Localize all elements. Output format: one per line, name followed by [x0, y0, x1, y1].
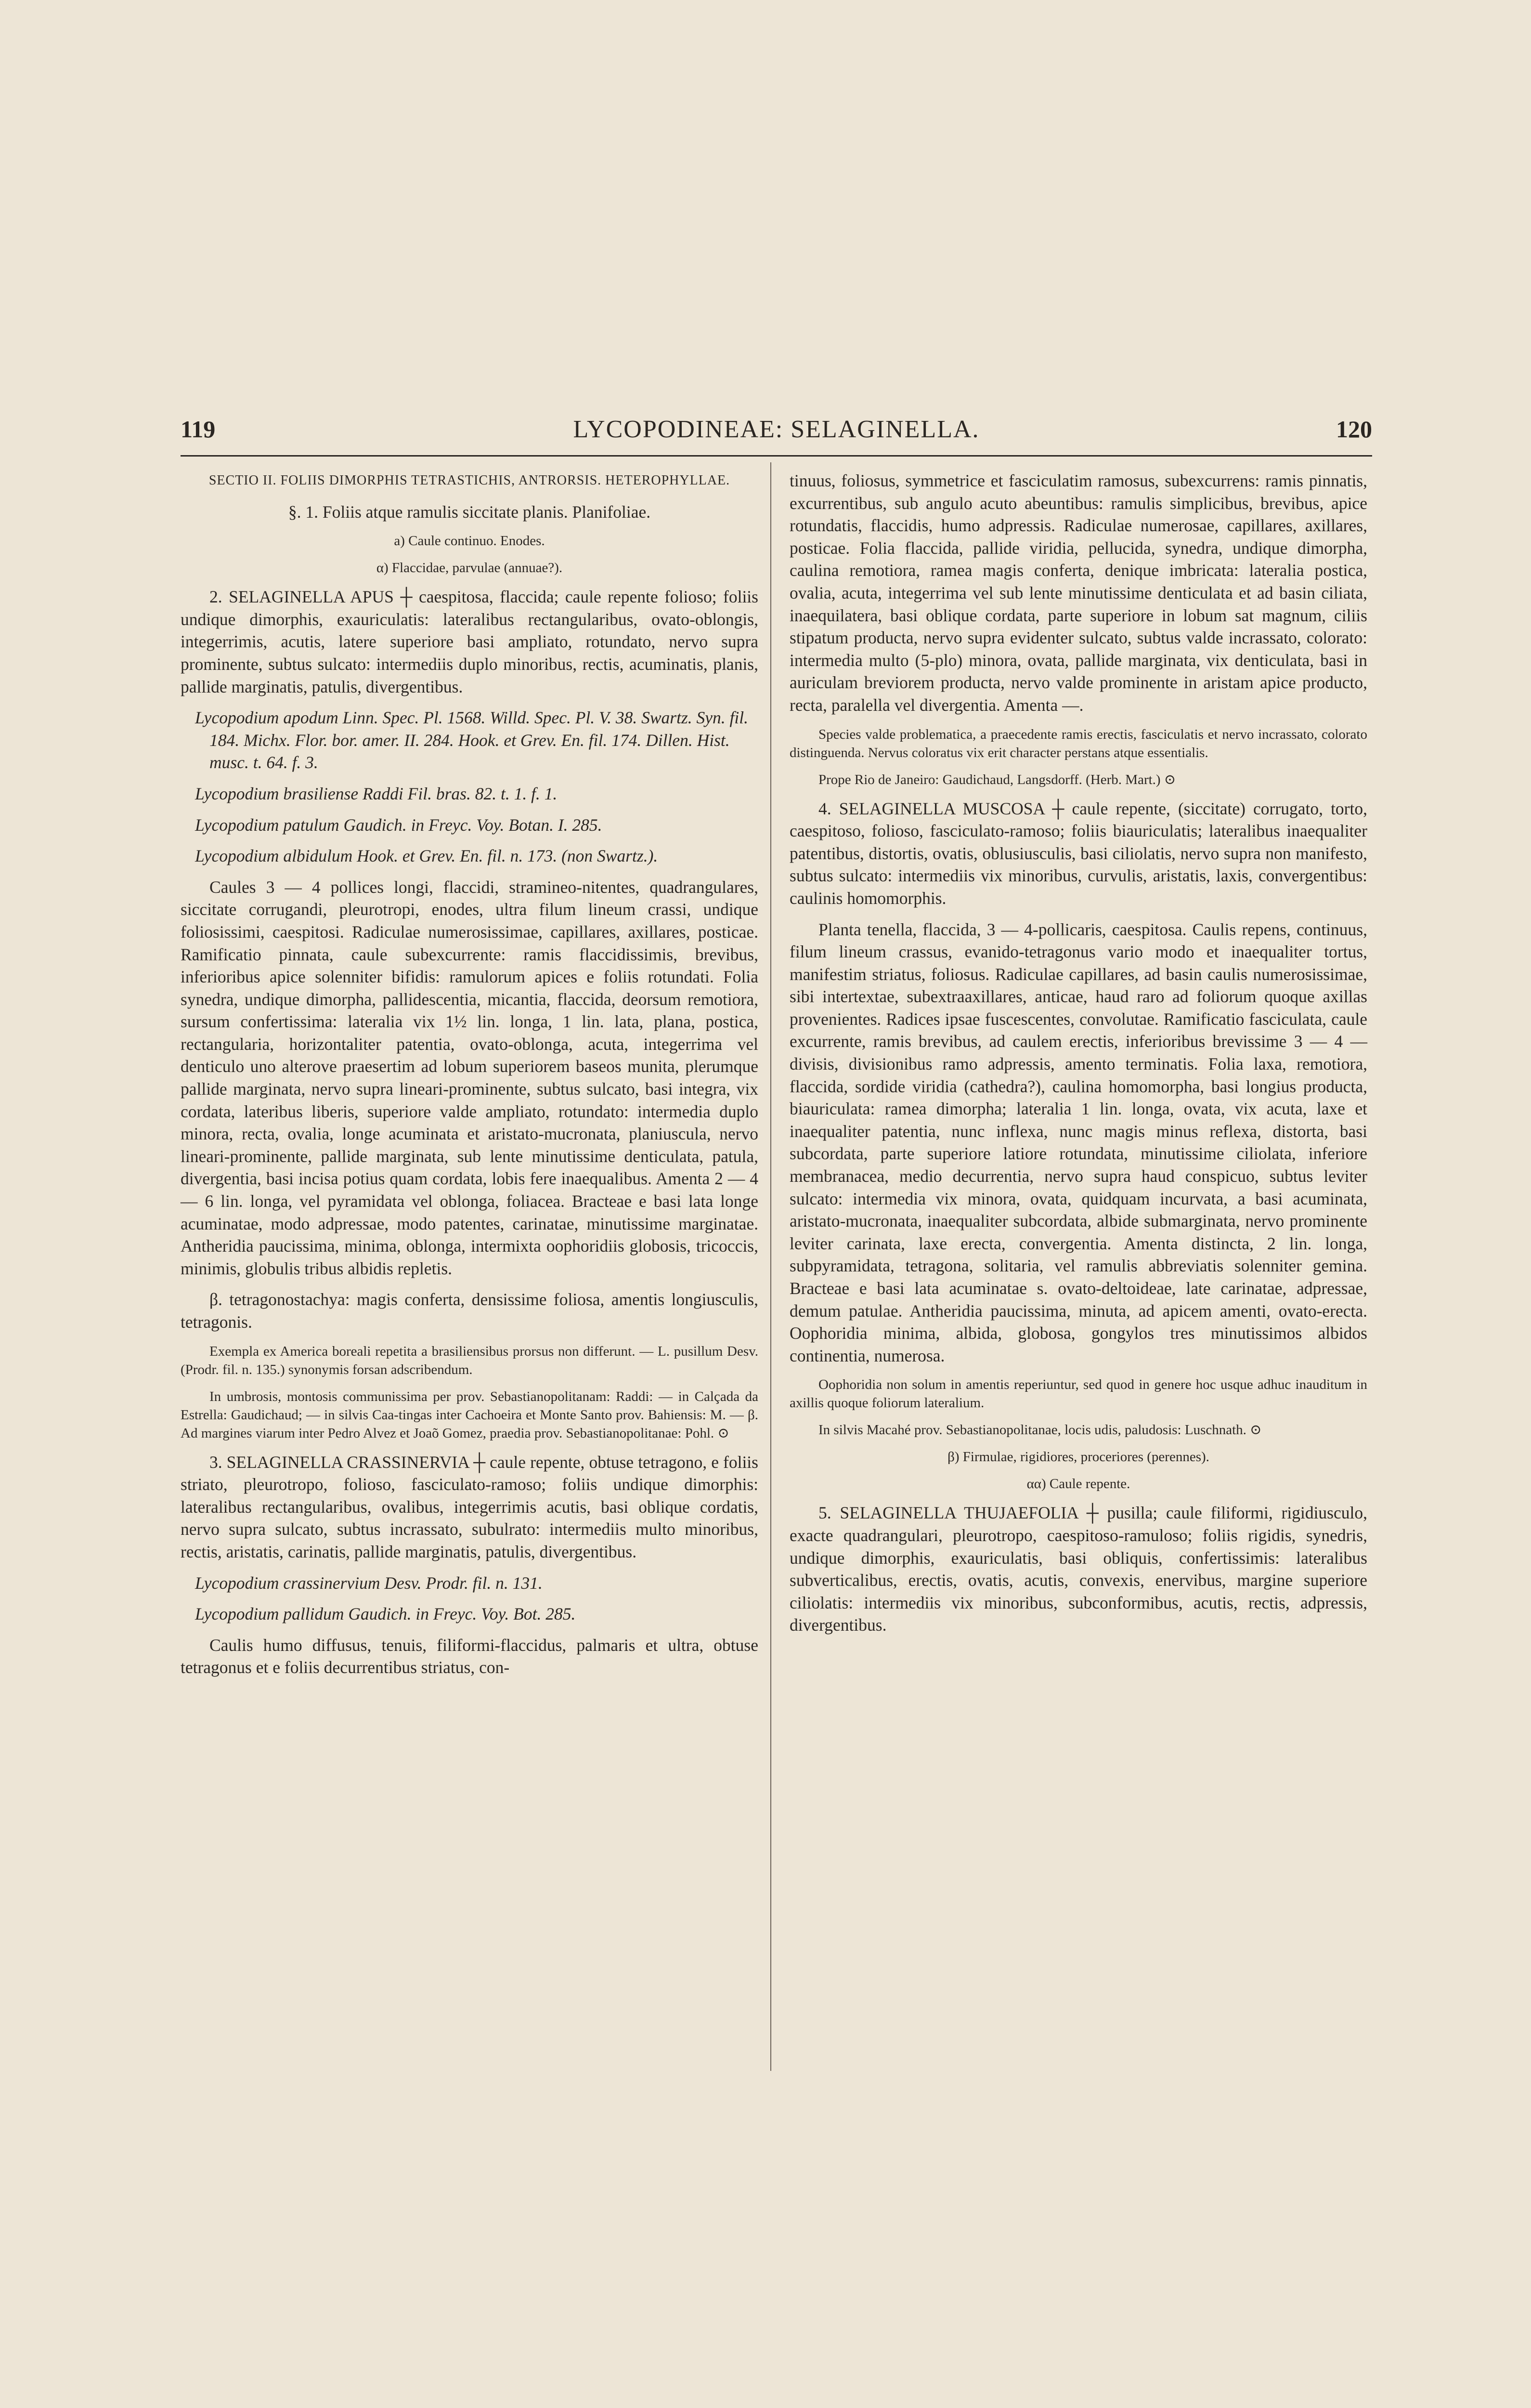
- paragraph: Prope Rio de Janeiro: Gaudichaud, Langsdorff. (Herb. Mart.) ⊙: [818, 772, 1176, 787]
- paragraph: 4. SELAGINELLA MUSCOSA ┼ caule repente, (siccitate) corrugato, torto, caespitoso, folioso, fasciculato-ramoso; foliis biauriculatis; lateralibus inaequaliter patentibus, distortis, ovatis, oblusiusculis, basi ciliolatis, nervo supra non manifesto, subtus sulcato: intermediis vix minoribus, curvulis, aristatis, laxis, convergentibus: caulinis homomorphis.: [790, 798, 1367, 908]
- paragraph: Species valde problematica, a praecedente ramis erectis, fasciculatis et nervo incrassato, colorato distinguenda. Nervus coloratus vix erit character perstans atque essentialis.: [790, 726, 1367, 760]
- paragraph-spacer: [790, 1439, 1367, 1448]
- paragraph: β) Firmulae, rigidiores, proceriores (perennes).: [947, 1449, 1209, 1465]
- right-column: [790, 470, 1367, 1645]
- paragraph-spacer: [790, 1412, 1367, 1421]
- paragraph: SECTIO II. FOLIIS DIMORPHIS TETRASTICHIS, ANTRORSIS. HETEROPHYLLAE.: [208, 473, 730, 488]
- paragraph-spacer: [181, 698, 758, 707]
- paragraph: Lycopodium crassinervium Desv. Prodr. fil. n. 131.: [195, 1573, 543, 1593]
- paragraph-spacer: [181, 836, 758, 845]
- paragraph-spacer: [181, 1379, 758, 1387]
- paragraph: Lycopodium patulum Gaudich. in Freyc. Voy. Botan. I. 285.: [195, 815, 602, 835]
- paragraph: Oophoridia non solum in amentis reperiuntur, sed quod in genere hoc usque adhuc inauditum in axillis quoque foliorum lateralium.: [790, 1377, 1367, 1411]
- paragraph: In umbrosis, montosis communissima per prov. Sebastianopolitanam: Raddi: — in Calçada da Estrella: Gaudichaud; — in silvis Caa-tingas inter Cachoeira et Monte Santo prov. Bahiensis: M. — β. Ad margines viarum inter Pedro Alvez et Joaõ Gomez, praedia prov. Sebastianopolitanae: Pohl. ⊙: [181, 1388, 758, 1441]
- paragraph-spacer: [181, 523, 758, 532]
- paragraph-spacer: [790, 762, 1367, 771]
- paragraph-spacer: [181, 577, 758, 586]
- paragraph: 5. SELAGINELLA THUJAEFOLIA ┼ pusilla; caule filiformi, rigidiusculo, exacte quadrangulari, pleurotropo, caespitoso-ramuloso; foliis rigidis, synedris, undique dimorphis, exauriculatis, basi obliquis, confertissimis: lateralibus subverticalibus, erectis, ovatis, acutis, convexis, enervibus, margine superiore ciliolatis: intermediis vix minoribus, subconformibus, acutis, rectis, adpressis, divergentibus.: [790, 1503, 1367, 1635]
- paragraph-spacer: [181, 492, 758, 501]
- paragraph: Lycopodium albidulum Hook. et Grev. En. fil. n. 173. (non Swartz.).: [195, 846, 658, 866]
- paragraph-spacer: [790, 717, 1367, 725]
- paragraph-spacer: [181, 1594, 758, 1603]
- paragraph: 2. SELAGINELLA APUS ┼ caespitosa, flaccida; caule repente folioso; foliis undique dimorphis, exauriculatis: lateralibus rectangularibus, ovato-oblongis, integerrimis, acutis, latere superiore basi ampliato, rotundato, nervo supra prominente, subtus sulcato: intermediis duplo minoribus, rectis, acuminatis, planis, pallide marginatis, patulis, divergentibus.: [181, 587, 758, 696]
- paragraph-spacer: [790, 1367, 1367, 1375]
- paragraph: Lycopodium brasiliense Raddi Fil. bras. 82. t. 1. f. 1.: [195, 784, 558, 803]
- paragraph: Caulis humo diffusus, tenuis, filiformi-flaccidus, palmaris et ultra, obtuse tetragonus et e foliis decurrentibus striatus, con-: [181, 1635, 758, 1677]
- column-divider: [770, 462, 771, 2071]
- paragraph: α) Flaccidae, parvulae (annuae?).: [376, 560, 563, 576]
- paragraph: Caules 3 — 4 pollices longi, flaccidi, stramineo-nitentes, quadrangulares, siccitate corrugandi, pleurotropi, enodes, ultra filum lineum crassi, undique foliosissimi, caespitosi. Radiculae numerosissimae, capillares, axillares, posticae. Ramificatio pinnata, caule subexcurrente: ramis flaccidissimis, brevibus, inferioribus apice solenniter bifidis: ramulorum apices e foliis rotundati. Folia synedra, undique dimorpha, pallidescentia, micantia, flaccida, deorsum remotiora, sursum confertissima: lateralia vix 1½ lin. longa, 1 lin. lata, plana, postica, rectangularia, horizontaliter patentia, ovato-oblonga, acuta, integerrima vel denticulo uno alterove praesertim ad lobum superiorem baseos munita, plerumque pallide marginata, nervo supra lineari-prominente, subtus sulcato, basi integra, vix cordata, lateribus liberis, superiore valde ampliato, rotundato: intermedia duplo minora, recta, ovalia, longe acuminata et aristato-mucronata, planiuscula, nervo lineari-prominente, pallide marginata, sub lente minutissime denticulata, patula, divergentia, basi incisa potius quam cordata, lobis fere inaequalibus. Amenta 2 — 4 — 6 lin. longa, vel pyramidata vel oblonga, foliacea. Bracteae e basi lata longe acuminatae, modo adpressae, modo patentes, carinatae, minutissime marginatae. Antheridia paucissima, minima, oblonga, intermixta oophoridiis globosis, tricoccis, minimis, globulis tribus albidis repletis.: [181, 877, 758, 1278]
- paragraph: Planta tenella, flaccida, 3 — 4-pollicaris, caespitosa. Caulis repens, continuus, filum lineum crassus, evanido-tetragonus vario modo et inaequaliter tortus, manifestim striatus, foliosus. Radiculae capillares, ad basin caulis numerosissimae, sibi intertextae, subextraaxillares, anticae, haud raro ad foliorum quoque axillas provenientes. Radices ipsae fuscescentes, convolutae. Ramificatio fasciculata, caule excurrente, ramis brevibus, ad caulem erectis, inferioribus brevissime 3 — 4 — divisis, divisionibus ramo adpressis, amento terminatis. Folia laxa, remotiora, flaccida, sordide viridia (cathedra?), caulina homomorpha, basi longius producta, biauriculata: ramea dimorpha; lateralia 1 lin. longa, ovata, vix acuta, laxe et inaequaliter patentia, nunc inflexa, nunc magis minus reflexa, distorta, basi subcordata, parte superiore latiore rotundata, minutissime ciliolata, inferiore membranacea, medio decurrentia, nervo supra haud conspicuo, subtus leviter sulcato: intermedia vix minora, ovata, quidquam incurvata, a basi acuminata, aristato-mucronata, inaequaliter subcordata, albide submarginata, nervo prominente leviter carinata, laxe erecta, convergentia. Amenta distincta, 2 lin. longa, subpyramidata, tetragona, solitaria, vel ramulis abbreviatis solenniter gemina. Bracteae e basi lata acuminatae s. ovato-deltoideae, late carinatae, adpressae, demum patulae. Antheridia paucissima, minuta, ad apicem amenti, ovato-erecta. Oophoridia minima, albida, globosa, gongylos tres minutissimos albidos continentia, numerosa.: [790, 919, 1367, 1365]
- paragraph-spacer: [181, 1563, 758, 1572]
- paragraph-spacer: [790, 1636, 1367, 1645]
- paragraph-spacer: [181, 550, 758, 559]
- paragraph-spacer: [181, 867, 758, 876]
- page-number-right: 120: [1336, 416, 1372, 443]
- paragraph-spacer: [790, 789, 1367, 798]
- paragraph-spacer: [181, 774, 758, 783]
- paragraph-spacer: [181, 1625, 758, 1634]
- paragraph-spacer: [181, 1280, 758, 1288]
- header-rule: [181, 455, 1372, 457]
- paragraph: a) Caule continuo. Enodes.: [394, 533, 545, 549]
- paragraph: αα) Caule repente.: [1026, 1476, 1130, 1492]
- paragraph: 3. SELAGINELLA CRASSINERVIA ┼ caule repente, obtuse tetragono, e foliis striato, pleurotropo, folioso, fasciculato-ramoso; foliis undique dimorphis: lateralibus rectangularibus, ovalibus, integerrimis acutis, basi oblique cordatis, nervo supra sulcato, subtus incrassato, subulrato: intermediis multo minoribus, rectis, aristatis, carinatis, pallide marginatis, patulis, divergentibus.: [181, 1452, 758, 1561]
- page-header: [181, 415, 1372, 454]
- paragraph-spacer: [790, 1493, 1367, 1502]
- paragraph-spacer: [790, 910, 1367, 918]
- paragraph-spacer: [181, 805, 758, 814]
- page-number-left: 119: [181, 416, 216, 443]
- paragraph: Lycopodium pallidum Gaudich. in Freyc. Voy. Bot. 285.: [195, 1604, 576, 1624]
- paragraph: tinuus, foliosus, symmetrice et fasciculatim ramosus, subexcurrens: ramis pinnatis, excurrentibus, sub angulo acuto abeuntibus: ramulis simplicibus, brevibus, apice rotundatis, flaccidis, humo adpressis. Radiculae numerosae, capillares, axillares, posticae. Folia flaccida, pallide viridia, pellucida, synedra, undique dimorpha, caulina remotiora, ramea magis conferta, denique imbricata: lateralia postica, ovalia, acuta, integerrima vel sub lente minutissime denticulata et ad basin ciliata, inaequilatera, basi oblique cordata, parte superiore in lobum sat magnum, ciliis stipatum producta, nervo supra evidenter sulcato, subtus valde incrassato, colorato: intermedia multo (5-plo) minora, ovata, pallide marginata, vix denticulata, basi in auriculam breviorem producta, nervo valde prominente in aristam apice producto, recta, paralella vel divergentia. Amenta —.: [790, 471, 1367, 715]
- paragraph-spacer: [181, 1679, 758, 1688]
- paragraph: In silvis Macahé prov. Sebastianopolitanae, locis udis, paludosis: Luschnath. ⊙: [818, 1422, 1262, 1438]
- paragraph: Lycopodium apodum Linn. Spec. Pl. 1568. Willd. Spec. Pl. V. 38. Swartz. Syn. fil. 184. Michx. Flor. bor. amer. II. 284. Hook. et Grev. En. fil. 174. Dillen. Hist. musc. t. 64. f. 3.: [195, 708, 749, 772]
- paragraph: Exempla ex America boreali repetita a brasiliensibus prorsus non differunt. — L. pusillum Desv. (Prodr. fil. n. 135.) synonymis forsan adscribendum.: [181, 1343, 758, 1377]
- paragraph-spacer: [181, 1334, 758, 1342]
- paragraph: β. tetragonostachya: magis conferta, densissime foliosa, amentis longiusculis, tetragonis.: [181, 1290, 758, 1332]
- running-title: LYCOPODINEAE: SELAGINELLA.: [573, 416, 980, 443]
- paragraph-spacer: [790, 1466, 1367, 1475]
- paragraph: §. 1. Foliis atque ramulis siccitate planis. Planifoliae.: [288, 502, 651, 522]
- left-column: [181, 470, 758, 1688]
- paragraph-spacer: [181, 1442, 758, 1451]
